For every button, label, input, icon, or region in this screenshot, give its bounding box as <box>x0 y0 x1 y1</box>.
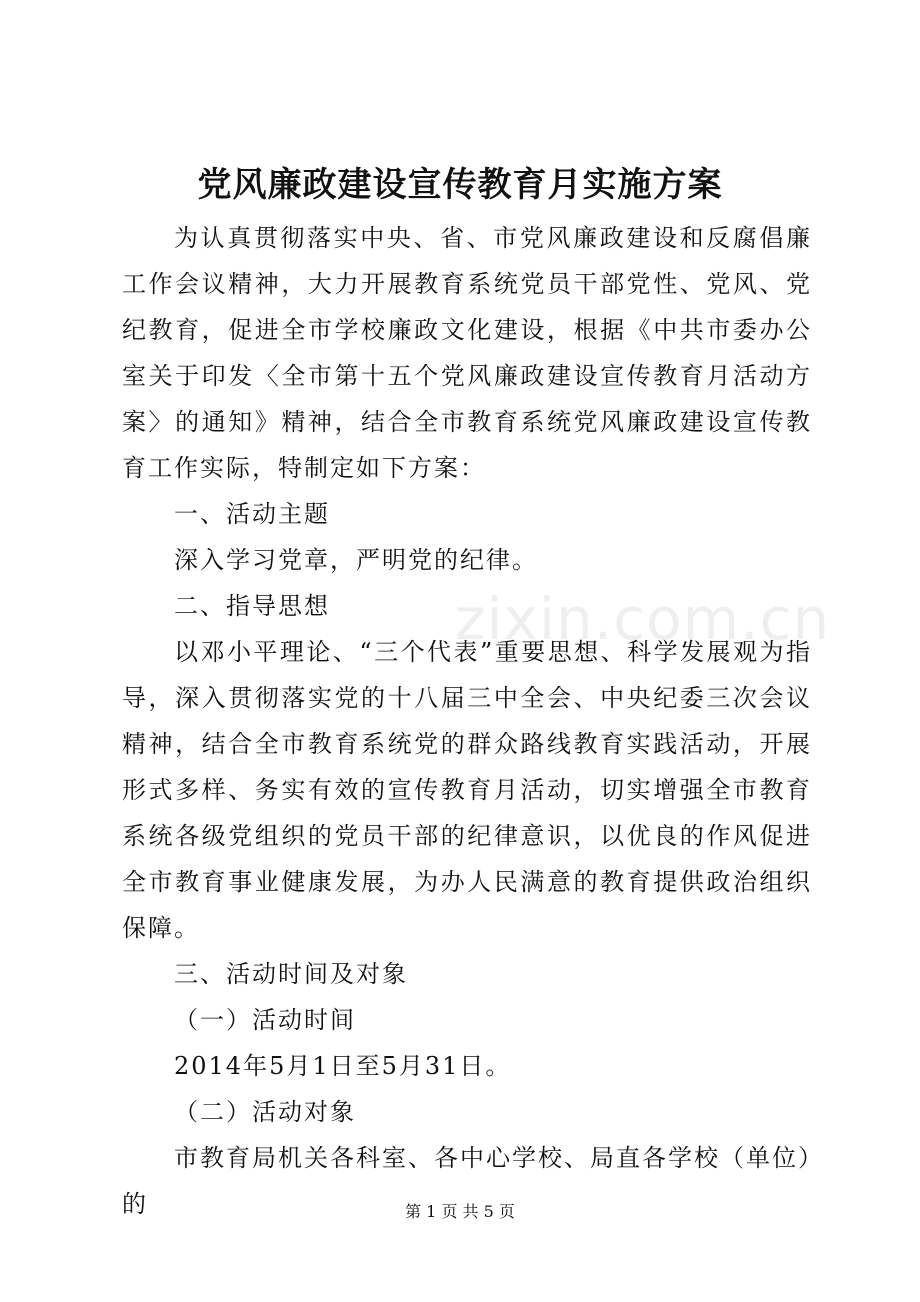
paragraph-activity-time: 2014年5月1日至5月31日。 <box>174 1052 512 1080</box>
paragraph-activity-target: 市教育局机关各科室、各中心学校、局直各学校（单位）的 <box>122 1144 812 1218</box>
subheading-activity-time: （一）活动时间 <box>174 1006 356 1034</box>
subheading-activity-target: （二）活动对象 <box>174 1098 356 1126</box>
paragraph-intro: 为认真贯彻落实中央、省、市党风廉政建设和反腐倡廉工作会议精神，大力开展教育系统党员干部党性、党风、党纪教育，促进全市学校廉政文化建设，根据《中共市委办公室关于印发〈全市第十五个党风廉政建设宣传教育月活动方案〉的通知》精神，结合全市教育系统党风廉政建设宣传教育工作实际，特制定如下方案： <box>122 224 812 482</box>
page-number: 第 1 页 共 5 页 <box>405 1202 515 1221</box>
paragraph-guiding-ideology: 以邓小平理论、“三个代表”重要思想、科学发展观为指导，深入贯彻落实党的十八届三中全会、中央纪委三次会议精神，结合全市教育系统党的群众路线教育实践活动，开展形式多样、务实有效的宣传教育月活动，切实增强全市教育系统各级党组织的党员干部的纪律意识，以优良的作风促进全市教育事业健康发展，为办人民满意的教育提供政治组织保障。 <box>122 638 812 942</box>
heading-guiding-ideology: 二、指导思想 <box>174 592 330 620</box>
document-title: 党风廉政建设宣传教育月实施方案 <box>197 165 723 205</box>
heading-time-and-target: 三、活动时间及对象 <box>174 960 408 988</box>
watermark: zixin.com.cn <box>455 585 831 653</box>
document-body <box>122 215 812 1227</box>
heading-activity-theme: 一、活动主题 <box>174 500 330 528</box>
paragraph-theme: 深入学习党章，严明党的纪律。 <box>174 546 538 574</box>
